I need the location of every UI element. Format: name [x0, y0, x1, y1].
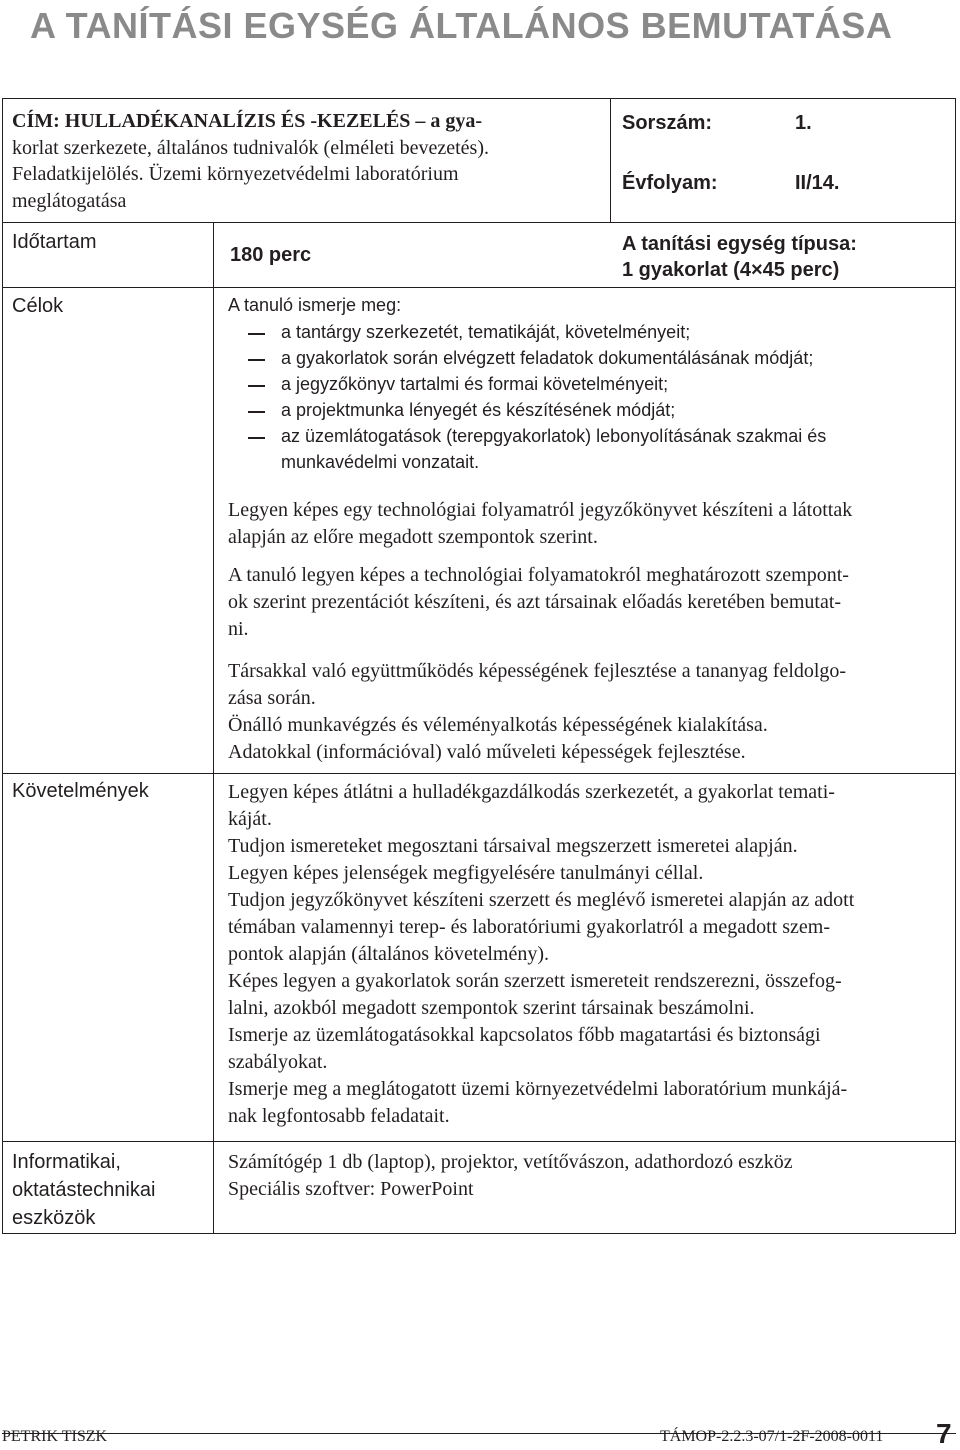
- sorszam-label: Sorszám:: [622, 112, 713, 134]
- list-item: a jegyzőkönyv tartalmi és formai követelményeit;: [281, 374, 669, 394]
- text-line: A tanuló legyen képes a technológiai folyamatokról meghatározott szempont-: [228, 564, 849, 586]
- list-dash: [248, 359, 265, 361]
- kovetelmenyek-label: Követelmények: [12, 780, 149, 802]
- text-line: Tudjon jegyzőkönyvet készíteni szerzett és meglévő ismeretei alapján az adott: [228, 889, 855, 911]
- row-divider-kovetelmenyek: [2, 1141, 956, 1142]
- list-dash: [248, 385, 265, 387]
- celok-label: Célok: [12, 295, 64, 317]
- text-line: Számítógép 1 db (laptop), projektor, vetítővászon, adathordozó eszköz: [228, 1151, 793, 1173]
- list-item: a gyakorlatok során elvégzett feladatok dokumentálásának módját;: [281, 348, 814, 368]
- celok-paragraph-2: [228, 562, 950, 643]
- text-line: Képes legyen a gyakorlatok során szerzett ismereteit rendszerezni, összefog-: [228, 970, 842, 992]
- text-line: zása során.: [228, 687, 316, 709]
- tipus-label: A tanítási egység típusa:: [622, 233, 857, 255]
- text-line: Speciális szoftver: PowerPoint: [228, 1178, 474, 1200]
- label-line: oktatástechnikai: [12, 1179, 156, 1201]
- text-line: Legyen képes egy technológiai folyamatról jegyzőkönyvet készíteni a látottak: [228, 499, 853, 521]
- list-dash: [248, 411, 265, 413]
- list-item: a projektmunka lényegét és készítésének módját;: [281, 400, 676, 420]
- label-column-divider: [213, 222, 214, 1234]
- idotartam-label: Időtartam: [12, 231, 97, 253]
- text-line: Ismerje az üzemlátogatásokkal kapcsolatos főbb magatartási és biztonsági: [228, 1024, 821, 1046]
- sorszam-value: 1.: [795, 112, 812, 134]
- header-divider: [2, 222, 956, 223]
- text-line: ni.: [228, 618, 249, 640]
- footer-publisher: PETRIK TISZK: [2, 1428, 108, 1445]
- list-item: a tantárgy szerkezetét, tematikáját, követelményeit;: [281, 322, 691, 342]
- text-line: nak legfontosabb feladatait.: [228, 1105, 450, 1127]
- eszkozok-label: [12, 1148, 155, 1232]
- list-item: az üzemlátogatások (terepgyakorlatok) lebonyolításának szakmai és: [281, 426, 827, 446]
- eszkozok-text: [228, 1149, 950, 1203]
- text-line: Adatokkal (információval) való műveleti képességek fejlesztése.: [228, 741, 746, 763]
- page-number: 7: [936, 1418, 952, 1449]
- header-column-divider: [610, 98, 611, 222]
- evfolyam-label: Évfolyam:: [622, 172, 718, 194]
- kovetelmenyek-text: [228, 779, 950, 1130]
- list-dash: [248, 333, 265, 335]
- text-line: témában valamennyi terep- és laboratóriumi gyakorlatról a megadott szem-: [228, 916, 830, 938]
- text-line: Önálló munkavégzés és véleményalkotás képességének kialakítása.: [228, 714, 768, 736]
- text-line: Ismerje meg a meglátogatott üzemi környezetvédelmi laboratórium munkájá-: [228, 1078, 848, 1100]
- celok-intro: A tanuló ismerje meg:: [228, 295, 402, 315]
- text-line: káját.: [228, 808, 272, 830]
- list-dash: [248, 437, 265, 439]
- text-line: Legyen képes jelenségek megfigyelésére tanulmányi céllal.: [228, 862, 704, 884]
- tipus-value: 1 gyakorlat (4×45 perc): [622, 259, 840, 281]
- text-line: pontok alapján (általános követelmény).: [228, 943, 550, 965]
- footer-project-code: TÁMOP-2.2.3-07/1-2F-2008-0011: [660, 1428, 884, 1445]
- cim-line: korlat szerkezete, általános tudnivalók (elméleti bevezetés).: [12, 136, 490, 159]
- row-divider-idotartam: [2, 287, 956, 288]
- text-line: Társakkal való együttműködés képességének fejlesztése a tananyag feldolgo-: [228, 660, 847, 682]
- text-line: Legyen képes átlátni a hulladékgazdálkodás szerkezetét, a gyakorlat temati-: [228, 781, 835, 803]
- list-item-continuation: munkavédelmi vonzatait.: [281, 452, 480, 472]
- label-line: eszközök: [12, 1207, 96, 1229]
- row-divider-celok: [2, 773, 956, 774]
- text-line: lalni, azokból megadott szempontok szerint társainak beszámolni.: [228, 997, 755, 1019]
- idotartam-value: 180 perc: [230, 244, 312, 266]
- celok-paragraph-3: [228, 658, 950, 766]
- cim-block: [12, 108, 602, 214]
- cim-line: Feladatkijelölés. Üzemi környezetvédelmi laboratórium: [12, 163, 459, 185]
- text-line: alapján az előre megadott szempontok szerint.: [228, 526, 598, 548]
- text-line: Tudjon ismereteket megosztani társaival megszerzett ismeretei alapján.: [228, 835, 798, 857]
- page-title: A TANÍTÁSI EGYSÉG ÁLTALÁNOS BEMUTATÁSA: [30, 5, 893, 46]
- text-line: szabályokat.: [228, 1051, 328, 1073]
- label-line: Informatikai,: [12, 1151, 121, 1173]
- celok-paragraph-1: [228, 497, 950, 551]
- cim-line: meglátogatása: [12, 189, 127, 212]
- evfolyam-value: II/14.: [795, 172, 840, 194]
- cim-line: CÍM: HULLADÉKANALÍZIS ÉS -KEZELÉS – a gya-: [12, 110, 483, 132]
- text-line: ok szerint prezentációt készíteni, és azt társainak előadás keretében bemutat-: [228, 591, 842, 613]
